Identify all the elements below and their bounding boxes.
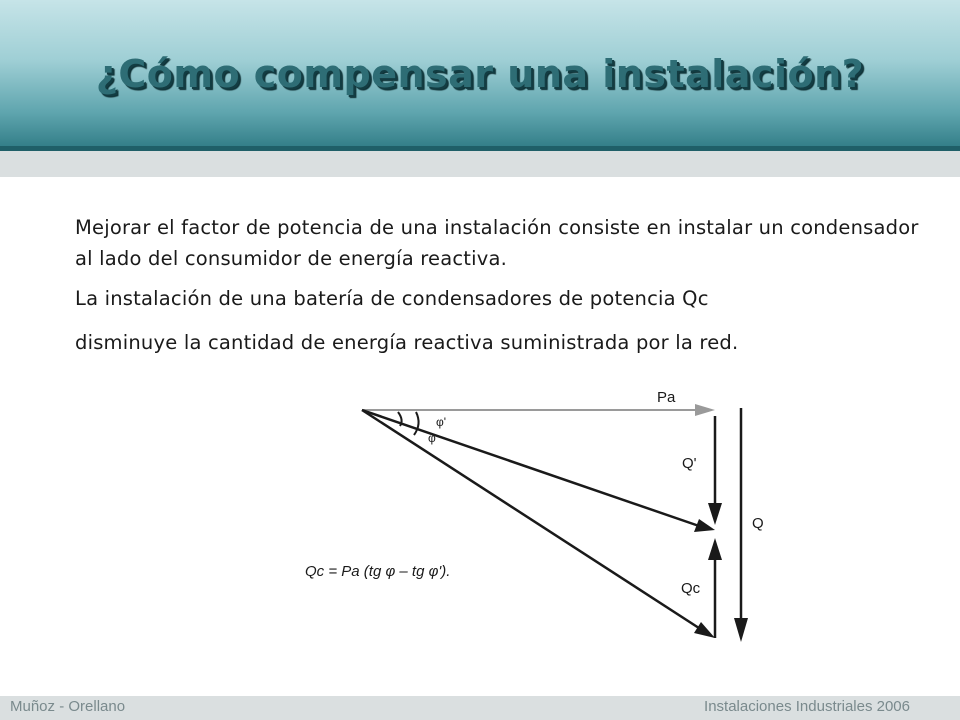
label-q: Q xyxy=(752,515,764,532)
label-phi: φ xyxy=(428,431,436,445)
s-arrowhead xyxy=(694,622,715,638)
s-prime-arrowhead xyxy=(694,519,715,532)
q-arrowhead xyxy=(734,618,748,642)
phi-arc xyxy=(414,412,419,435)
footer-authors: Muñoz - Orellano xyxy=(10,698,126,715)
header-band xyxy=(0,151,960,177)
power-triangle-diagram xyxy=(290,380,790,660)
s-prime-vector xyxy=(362,410,702,527)
q-prime-arrowhead xyxy=(708,503,722,525)
slide-title: ¿Cómo compensar una instalación? xyxy=(95,52,865,96)
qc-arrowhead xyxy=(708,538,722,560)
label-q-prime: Q' xyxy=(682,455,697,472)
paragraph-1: Mejorar el factor de potencia de una instalación consiste en instalar un condensador al lado del consumidor de energía reactiva. xyxy=(75,216,919,270)
formula: Qc = Pa (tg φ – tg φ'). xyxy=(305,563,451,580)
footer-bar xyxy=(0,696,960,720)
label-qc: Qc xyxy=(681,580,701,597)
pa-arrowhead xyxy=(695,404,715,416)
label-phi-prime: φ' xyxy=(436,415,447,429)
label-pa: Pa xyxy=(657,389,676,406)
paragraph-3: disminuye la cantidad de energía reactiva suministrada por la red. xyxy=(75,331,739,354)
paragraph-2: La instalación de una batería de condensadores de potencia Qc xyxy=(75,287,709,310)
s-vector xyxy=(362,410,702,630)
footer-course: Instalaciones Industriales 2006 xyxy=(704,698,910,715)
